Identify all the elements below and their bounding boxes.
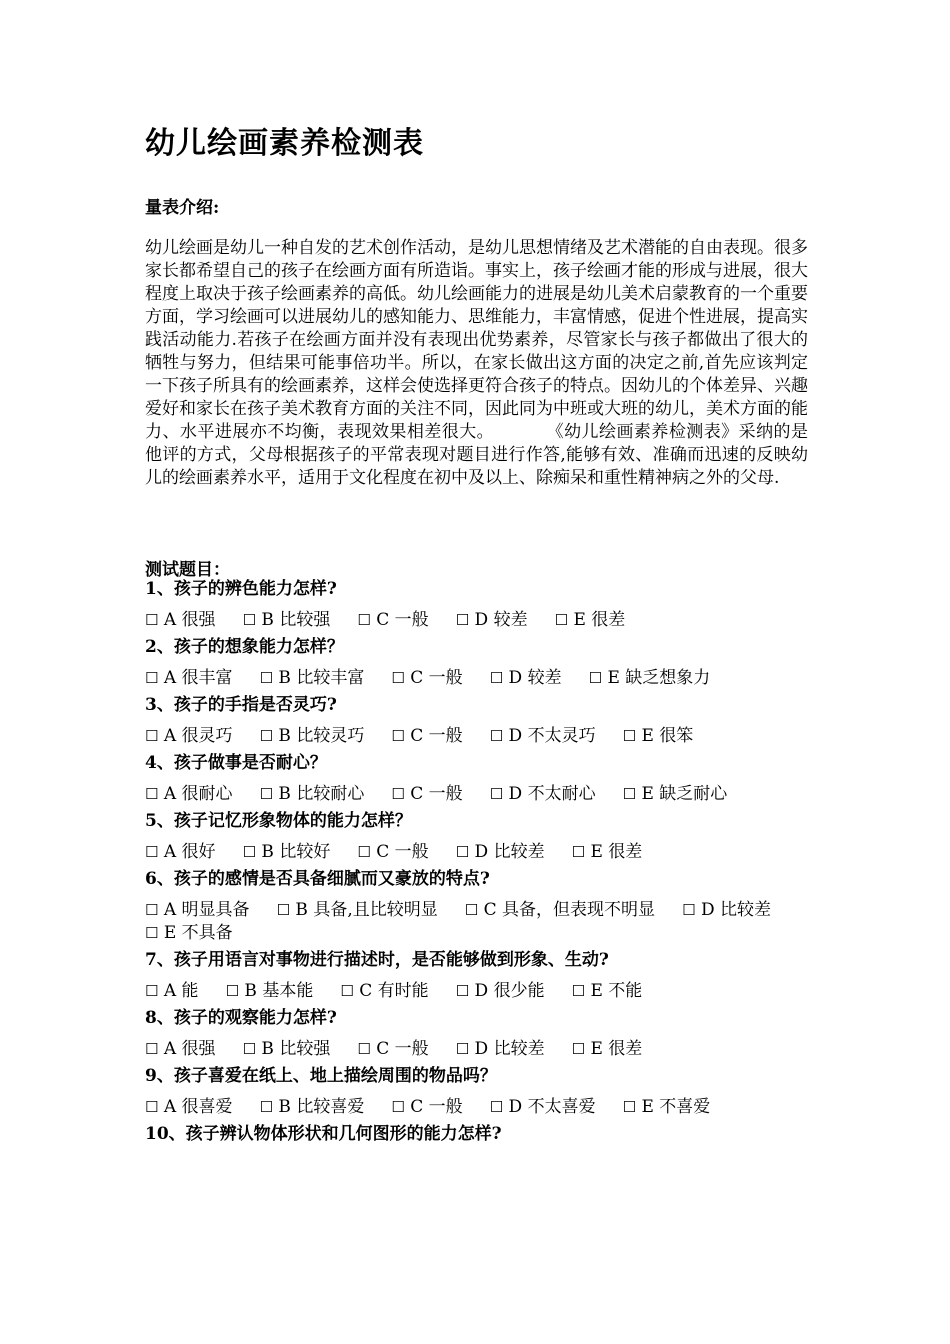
answer-option-label: B 比较强 <box>256 1039 331 1059</box>
intro-paragraph-part2: 《幼儿绘画素养检测表》采纳的是他评的方式，父母根据孩子的平常表现对题目进行作答,能够有效、准确而迅速的反映幼儿的绘画素养水平，适用于文化程度在初中及以上、除痴呆和重性精神病之外的父母. <box>145 422 809 488</box>
checkbox-icon[interactable]: ☐ <box>489 727 504 745</box>
answer-option[interactable] <box>260 784 365 804</box>
answer-option[interactable] <box>456 981 545 1001</box>
question-item <box>145 1007 810 1061</box>
checkbox-icon[interactable]: ☐ <box>145 1098 159 1116</box>
answer-option-label: B 比较灵巧 <box>273 726 365 746</box>
answer-option-label: B 基本能 <box>239 981 314 1001</box>
answer-option[interactable] <box>145 900 250 920</box>
answer-option[interactable] <box>572 981 643 1001</box>
answer-option-label: E 很差 <box>585 1039 643 1059</box>
question-item <box>145 810 810 864</box>
answer-option[interactable] <box>357 842 428 862</box>
answer-option-label: A 很灵巧 <box>158 726 233 746</box>
answer-option[interactable] <box>260 1097 365 1117</box>
answer-option-label: D 比较差 <box>695 900 771 920</box>
checkbox-icon[interactable]: ☐ <box>391 669 405 687</box>
checkbox-icon[interactable]: ☐ <box>225 982 240 1000</box>
answer-option-label: C 有时能 <box>353 981 429 1001</box>
answer-option-label: B 比较喜爱 <box>273 1097 365 1117</box>
checkbox-icon[interactable]: ☐ <box>145 901 159 919</box>
answer-option[interactable] <box>490 784 596 804</box>
question-item <box>145 1065 810 1119</box>
checkbox-icon[interactable]: ☐ <box>242 611 257 629</box>
intro-paragraph <box>145 237 808 490</box>
question-item <box>145 868 810 945</box>
answer-option[interactable] <box>145 1039 216 1059</box>
answer-option[interactable] <box>357 1039 428 1059</box>
answer-option[interactable] <box>391 668 462 688</box>
question-options <box>145 725 810 748</box>
checkbox-icon[interactable]: ☐ <box>622 1098 637 1116</box>
question-item <box>145 752 810 806</box>
checkbox-icon[interactable]: ☐ <box>145 843 159 861</box>
answer-option[interactable] <box>243 1039 331 1059</box>
question-title: 5、孩子记忆形象物体的能力怎样？ <box>145 811 412 831</box>
question-title: 8、孩子的观察能力怎样? <box>145 1008 337 1028</box>
answer-option[interactable] <box>572 1039 643 1059</box>
answer-option[interactable] <box>490 726 596 746</box>
question-title: 1、孩子的辨色能力怎样? <box>145 579 337 599</box>
checkbox-icon[interactable]: ☐ <box>145 669 159 687</box>
question-options <box>145 783 810 806</box>
answer-option[interactable] <box>391 726 462 746</box>
answer-option[interactable] <box>226 981 314 1001</box>
answer-option-label: B 比较强 <box>256 610 331 630</box>
answer-option-label: A 很喜爱 <box>158 1097 233 1117</box>
answer-option[interactable] <box>465 900 655 920</box>
answer-option-label: A 很强 <box>158 610 216 630</box>
answer-option[interactable] <box>682 900 771 920</box>
checkbox-icon[interactable]: ☐ <box>571 843 586 861</box>
answer-option-label: A 很强 <box>158 1039 216 1059</box>
answer-option-label: A 能 <box>158 981 199 1001</box>
answer-option-label: E 不具备 <box>158 923 233 943</box>
answer-option-label: D 很少能 <box>469 981 545 1001</box>
answer-option-label: C 一般 <box>404 668 463 688</box>
answer-option-label: C 一般 <box>404 1097 463 1117</box>
answer-option[interactable] <box>391 784 462 804</box>
answer-option-label: B 比较丰富 <box>273 668 365 688</box>
answer-option[interactable] <box>145 668 233 688</box>
question-options <box>145 1096 810 1119</box>
checkbox-icon[interactable]: ☐ <box>391 727 405 745</box>
question-title: 3、孩子的手指是否灵巧? <box>145 695 337 715</box>
question-item <box>145 949 810 1003</box>
question-title: 4、孩子做事是否耐心？ <box>145 753 327 773</box>
checkbox-icon[interactable]: ☐ <box>571 982 586 1000</box>
question-item <box>145 1123 810 1146</box>
answer-option[interactable] <box>490 1097 596 1117</box>
answer-option[interactable] <box>623 726 694 746</box>
checkbox-icon[interactable]: ☐ <box>242 1040 257 1058</box>
answer-option-label: B 比较好 <box>256 842 331 862</box>
question-item <box>145 578 810 632</box>
answer-option-label: D 不太灵巧 <box>503 726 596 746</box>
answer-option-label: C 具备，但表现不明显 <box>478 900 656 920</box>
checkbox-icon[interactable]: ☐ <box>588 669 603 687</box>
question-options <box>145 899 810 945</box>
checkbox-icon[interactable]: ☐ <box>145 611 159 629</box>
checkbox-icon[interactable]: ☐ <box>145 727 159 745</box>
checkbox-icon[interactable]: ☐ <box>464 901 479 919</box>
answer-option[interactable] <box>145 842 216 862</box>
intro-paragraph-part1: 幼儿绘画是幼儿一种自发的艺术创作活动，是幼儿思想情绪及艺术潜能的自由表现。很多家长都希望自己的孩子在绘画方面有所造诣。事实上，孩子绘画才能的形成与进展，很大程度上取决于孩子绘画素养的高低。幼儿绘画能力的进展是幼儿美术启蒙教育的一个重要方面，学习绘画可以进展幼儿的感知能力、思维能力，丰富情感，促进个性进展，提高实践活动能力.若孩子在绘画方面并没有表现出优势素养，尽管家长与孩子都做出了很大的牺牲与努力，但结果可能事倍功半。所以，在家长做出这方面的决定之前,首先应该判定一下孩子所具有的绘画素养，这样会使选择更符合孩子的特点。因幼儿的个体差异、兴趣爱好和家长在孩子美术教育方面的关注不同，因此同为中班或大班的幼儿，美术方面的能力、水平进展亦不均衡，表现效果相差很大。 <box>145 238 808 442</box>
answer-option-label: A 明显具备 <box>158 900 250 920</box>
answer-option[interactable] <box>145 981 199 1001</box>
checkbox-icon[interactable]: ☐ <box>145 1040 159 1058</box>
answer-option[interactable] <box>623 784 728 804</box>
question-title: 9、孩子喜爱在纸上、地上描绘周围的物品吗？ <box>145 1066 497 1086</box>
answer-option[interactable] <box>623 1097 711 1117</box>
answer-option-label: D 不太耐心 <box>503 784 596 804</box>
answer-option-label: D 较差 <box>469 610 528 630</box>
answer-option-label: D 比较差 <box>469 1039 545 1059</box>
answer-option-label: C 一般 <box>404 726 463 746</box>
checkbox-icon[interactable]: ☐ <box>682 901 696 919</box>
checkbox-icon[interactable]: ☐ <box>357 1040 371 1058</box>
answer-option-label: C 一般 <box>370 610 429 630</box>
questions-list <box>145 578 810 1146</box>
checkbox-icon[interactable]: ☐ <box>357 843 371 861</box>
checkbox-icon[interactable]: ☐ <box>391 785 405 803</box>
checkbox-icon[interactable]: ☐ <box>242 843 257 861</box>
answer-option-label: E 不喜爱 <box>636 1097 711 1117</box>
answer-option[interactable] <box>145 784 233 804</box>
answer-option[interactable] <box>145 610 216 630</box>
answer-option-label: E 缺乏耐心 <box>636 784 728 804</box>
answer-option[interactable] <box>555 610 626 630</box>
answer-option-label: C 一般 <box>370 842 429 862</box>
question-title: 6、孩子的感情是否具备细腻而又豪放的特点? <box>145 869 490 889</box>
checkbox-icon[interactable]: ☐ <box>489 785 504 803</box>
checkbox-icon[interactable]: ☐ <box>145 785 159 803</box>
answer-option-label: E 缺乏想象力 <box>602 668 711 688</box>
answer-option-label: B 具备,且比较明显 <box>290 900 438 920</box>
answer-option[interactable] <box>145 726 233 746</box>
checkbox-icon[interactable]: ☐ <box>340 982 354 1000</box>
checkbox-icon[interactable]: ☐ <box>145 982 159 1000</box>
checkbox-icon[interactable]: ☐ <box>455 611 470 629</box>
checkbox-icon[interactable]: ☐ <box>259 785 274 803</box>
answer-option[interactable] <box>456 1039 545 1059</box>
answer-option[interactable] <box>145 923 233 943</box>
checkbox-icon[interactable]: ☐ <box>554 611 569 629</box>
checkbox-icon[interactable]: ☐ <box>259 727 274 745</box>
checkbox-icon[interactable]: ☐ <box>489 1098 504 1116</box>
checkbox-icon[interactable]: ☐ <box>622 727 637 745</box>
checkbox-icon[interactable]: ☐ <box>622 785 637 803</box>
intro-heading: 量表介绍: <box>145 198 220 218</box>
answer-option[interactable] <box>572 842 643 862</box>
checkbox-icon[interactable]: ☐ <box>391 1098 405 1116</box>
checkbox-icon[interactable]: ☐ <box>455 982 470 1000</box>
question-title: 10、孩子辨认物体形状和几何图形的能力怎样? <box>145 1124 502 1144</box>
answer-option[interactable] <box>340 981 428 1001</box>
answer-option-label: B 比较耐心 <box>273 784 365 804</box>
answer-option-label: E 很笨 <box>636 726 694 746</box>
answer-option[interactable] <box>145 1097 233 1117</box>
answer-option-label: E 很差 <box>585 842 643 862</box>
answer-option-label: E 不能 <box>585 981 643 1001</box>
answer-option[interactable] <box>589 668 711 688</box>
answer-option[interactable] <box>260 668 365 688</box>
question-item <box>145 694 810 748</box>
answer-option-label: C 一般 <box>370 1039 429 1059</box>
checkbox-icon[interactable]: ☐ <box>489 669 504 687</box>
question-title: 2、孩子的想象能力怎样？ <box>145 637 344 657</box>
answer-option-label: D 较差 <box>503 668 562 688</box>
question-item <box>145 636 810 690</box>
answer-option[interactable] <box>456 842 545 862</box>
answer-option-label: A 很丰富 <box>158 668 233 688</box>
checkbox-icon[interactable]: ☐ <box>276 901 291 919</box>
answer-option[interactable] <box>243 610 331 630</box>
page-title: 幼儿绘画素养检测表 <box>145 126 424 161</box>
checkbox-icon[interactable]: ☐ <box>357 611 371 629</box>
checkbox-icon[interactable]: ☐ <box>571 1040 586 1058</box>
answer-option-label: A 很好 <box>158 842 216 862</box>
answer-option-label: C 一般 <box>404 784 463 804</box>
answer-option-label: D 比较差 <box>469 842 545 862</box>
question-options <box>145 841 810 864</box>
checkbox-icon[interactable]: ☐ <box>455 843 470 861</box>
answer-option[interactable] <box>391 1097 462 1117</box>
answer-option[interactable] <box>357 610 428 630</box>
answer-option-label: D 不太喜爱 <box>503 1097 596 1117</box>
checkbox-icon[interactable]: ☐ <box>259 669 274 687</box>
answer-option[interactable] <box>260 726 365 746</box>
question-options <box>145 1038 810 1061</box>
answer-option-label: E 很差 <box>568 610 626 630</box>
checkbox-icon[interactable]: ☐ <box>455 1040 470 1058</box>
answer-option[interactable] <box>243 842 331 862</box>
answer-option[interactable] <box>277 900 438 920</box>
checkbox-icon[interactable]: ☐ <box>259 1098 274 1116</box>
answer-option[interactable] <box>456 610 528 630</box>
answer-option-label: A 很耐心 <box>158 784 233 804</box>
question-title: 7、孩子用语言对事物进行描述时，是否能够做到形象、生动? <box>145 950 609 970</box>
checkbox-icon[interactable]: ☐ <box>145 924 159 942</box>
question-options <box>145 667 810 690</box>
questions-heading: 测试题目： <box>145 560 230 580</box>
answer-option[interactable] <box>490 668 562 688</box>
question-options <box>145 609 810 632</box>
question-options <box>145 980 810 1003</box>
